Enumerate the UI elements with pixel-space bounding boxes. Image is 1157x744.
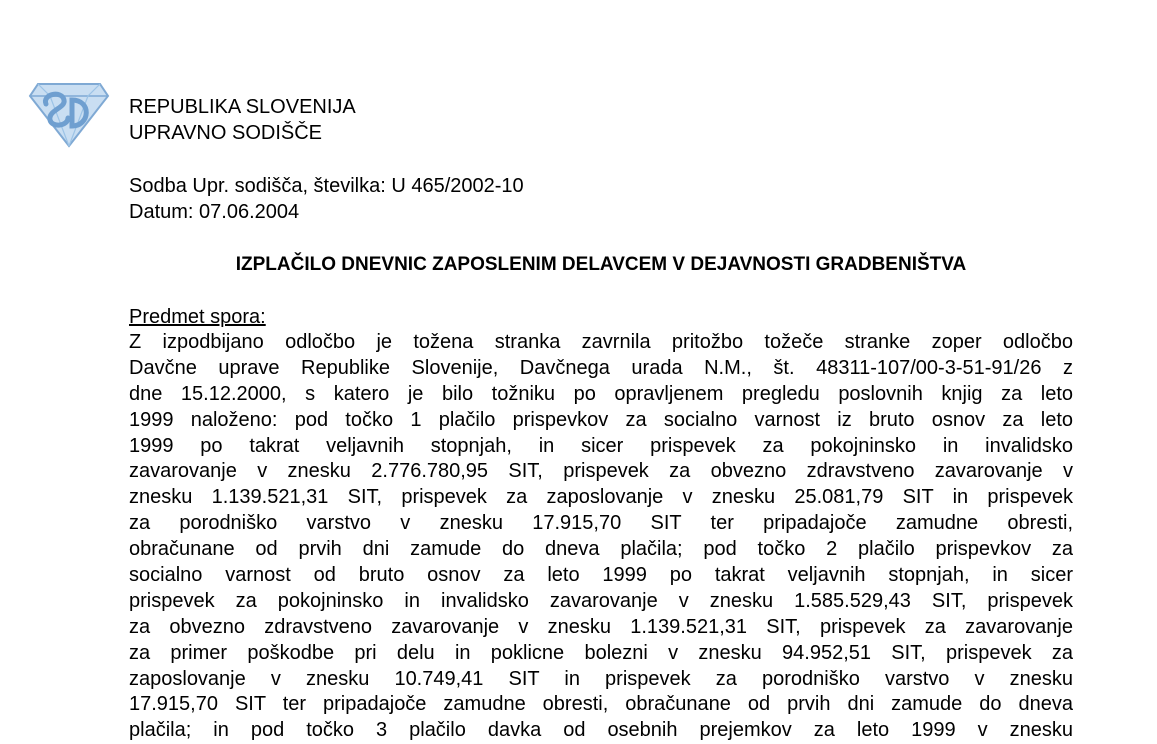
body-line: prispevek za pokojninsko in invalidsko zavarovanje v znesku 1.585.529,43 SIT, prispevek <box>129 589 1073 612</box>
body-line: za obvezno zdravstveno zavarovanje v znesku 1.139.521,31 SIT, prispevek za zavarovanje <box>129 615 1073 638</box>
body-line: za porodniško varstvo v znesku 17.915,70 SIT ter pripadajoče zamudne obresti, <box>129 512 1073 535</box>
body-line: socialno varnost od bruto osnov za leto 1999 po takrat veljavnih stopnjah, in sicer <box>129 564 1073 587</box>
republic-name: REPUBLIKA SLOVENIJA <box>129 96 356 118</box>
court-emblem-icon <box>28 80 110 148</box>
body-line: zavarovanje v znesku 2.776.780,95 SIT, prispevek za obvezno zdravstveno zavarovanje v <box>129 460 1073 483</box>
section-body <box>129 330 1073 744</box>
body-line: 1999 po takrat veljavnih stopnjah, in sicer prispevek za pokojninsko in invalidsko <box>129 434 1073 457</box>
body-line: za primer poškodbe pri delu in poklicne bolezni v znesku 94.952,51 SIT, prispevek za <box>129 641 1073 664</box>
judgment-meta <box>129 173 524 225</box>
body-line: Davčne uprave Republike Slovenije, Davčnega urada N.M., št. 48311-107/00-3-51-91/26 z <box>129 356 1073 379</box>
body-line: znesku 1.139.521,31 SIT, prispevek za zaposlovanje v znesku 25.081,79 SIT in prispevek <box>129 486 1073 509</box>
body-line: 1999 naloženo: pod točko 1 plačilo prispevkov za socialno varnost iz bruto osnov za leto <box>129 408 1073 431</box>
body-line: obračunane od prvih dni zamude do dneva plačila; pod točko 2 plačilo prispevkov za <box>129 538 1073 561</box>
body-line: plačila; in pod točko 3 plačilo davka od osebnih prejemkov za leto 1999 v znesku <box>129 719 1073 742</box>
court-header <box>129 94 356 146</box>
court-name: UPRAVNO SODIŠČE <box>129 122 322 144</box>
body-line: Z izpodbijano odločbo je tožena stranka zavrnila pritožbo tožeče stranke zoper odločbo <box>129 331 1073 353</box>
document-title: IZPLAČILO DNEVNIC ZAPOSLENIM DELAVCEM V DEJAVNOSTI GRADBENIŠTVA <box>235 254 967 275</box>
body-line: dne 15.12.2000, s katero je bilo tožniku po opravljenem pregledu poslovnih knjig za leto <box>129 382 1073 405</box>
body-line: 17.915,70 SIT ter pripadajoče zamudne obresti, obračunane od prvih dni zamude do dneva <box>129 693 1073 716</box>
section-heading: Predmet spora: <box>129 306 266 328</box>
case-number: Sodba Upr. sodišča, številka: U 465/2002-10 <box>129 175 524 197</box>
judgment-date: Datum: 07.06.2004 <box>129 201 300 223</box>
body-line: zaposlovanje v znesku 10.749,41 SIT in prispevek za porodniško varstvo v znesku <box>129 667 1073 690</box>
